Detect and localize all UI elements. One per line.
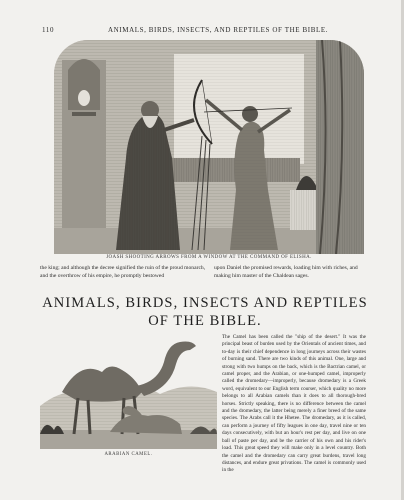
plate-caption: JOASH SHOOTING ARROWS FROM A WINDOW AT THE COMMAND OF ELISHA. (106, 255, 312, 260)
page-number: 110 (42, 26, 55, 34)
continued-paragraph-left: the king; and although the decree signified the ruin of the proud monarch, and the overthrow of his empire, he promptly bestowed (40, 265, 206, 279)
running-header (42, 26, 382, 38)
camel-illustration (40, 334, 217, 449)
camel-engraving (40, 334, 217, 449)
engraving-joash-elisha (54, 40, 364, 254)
camel-caption: ARABIAN CAMEL. (104, 452, 153, 457)
section-title: ANIMALS, BIRDS, INSECTS AND REPTILES OF THE BIBLE. (42, 295, 368, 329)
continued-paragraph-right: upon Daniel the promised rewards, loading him with riches, and making him master of the Chaldean sages. (214, 265, 358, 279)
article-body: The Camel has been called the "ship of the desert." It was the principal beast of burden used by the Orientals of ancient times, and to-day is their chief dependence in long journeys across their wastes of burning sand. There are two kinds of this animal. One, large and strong with two humps on the back, which is the Bactrian camel, or camel proper, and the Arabian, or one-humped camel, improperly called the dromedary—improperly, because dromedary is a Greek word, equivalent to our English term courser, which quality no more belongs to all Arabian camels than it does to all thorough-bred horses. Strictly speaking, there is no difference between the camel and the dromedary, the latter being merely a finer breed of the same species. The Arabs call it the Hhetee. The dromedary, as it is called, can perform a journey of fifty leagues in one day, travel nine or ten days consecutively, with but an hour's rest per day, and live on one ball of paste per day, and be the carrier of his own and his rider's load. This great speed they will make only in a level country. Both the camel and the dromedary can carry great burdens, travel long distances, and endure great privations. The camel is commonly used in the (222, 334, 366, 474)
running-title: ANIMALS, BIRDS, INSECTS, AND REPTILES OF THE BIBLE. (108, 26, 329, 34)
engraving-illustration (54, 40, 364, 254)
